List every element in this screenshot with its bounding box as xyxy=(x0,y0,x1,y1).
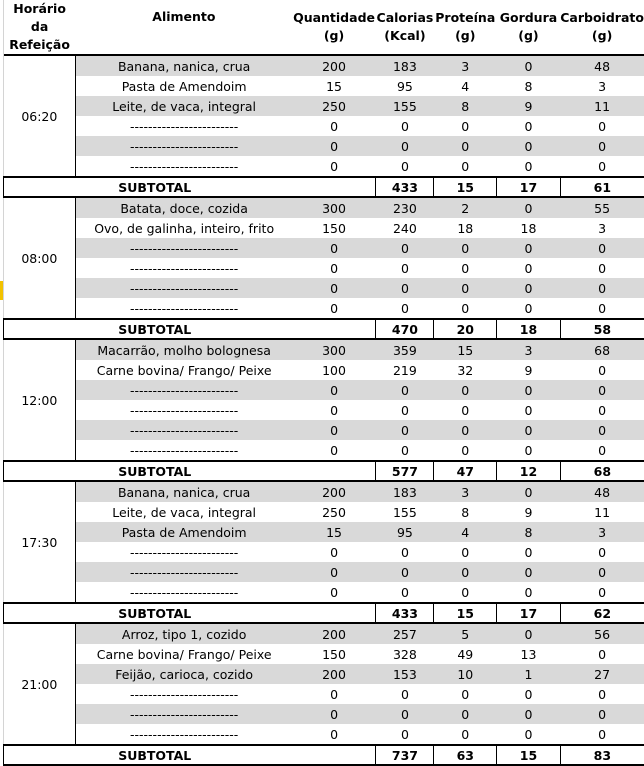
header-quantity: Quantidade (g) xyxy=(292,0,376,55)
carbs-cell[interactable]: 11 xyxy=(560,502,644,522)
carbs-cell[interactable]: 3 xyxy=(560,218,644,238)
calories-cell[interactable]: 0 xyxy=(376,582,434,603)
carbs-cell[interactable]: 0 xyxy=(560,360,644,380)
subtotal-protein[interactable]: 63 xyxy=(434,745,497,765)
table-row xyxy=(4,684,644,704)
calories-cell[interactable]: 0 xyxy=(376,136,434,156)
carbs-cell[interactable]: 0 xyxy=(560,562,644,582)
calories-cell[interactable]: 230 xyxy=(376,197,434,218)
food-cell[interactable]: ------------------------ xyxy=(76,238,292,258)
calories-cell[interactable]: 0 xyxy=(376,684,434,704)
food-cell[interactable]: ------------------------ xyxy=(76,136,292,156)
carbs-cell[interactable]: 48 xyxy=(560,481,644,502)
subtotal-carbs[interactable]: 61 xyxy=(560,177,644,197)
quantity-cell[interactable]: 300 xyxy=(292,197,376,218)
carbs-cell[interactable]: 0 xyxy=(560,278,644,298)
food-cell[interactable]: ------------------------ xyxy=(76,440,292,461)
carbs-cell[interactable]: 68 xyxy=(560,339,644,360)
fat-cell[interactable]: 0 xyxy=(497,197,561,218)
table-row xyxy=(4,380,644,400)
protein-cell[interactable]: 0 xyxy=(434,258,497,278)
protein-cell[interactable]: 0 xyxy=(434,582,497,603)
food-cell[interactable]: ------------------------ xyxy=(76,704,292,724)
carbs-cell[interactable]: 55 xyxy=(560,197,644,218)
food-cell[interactable]: Ovo, de galinha, inteiro, frito xyxy=(76,218,292,238)
carbs-cell[interactable]: 27 xyxy=(560,664,644,684)
quantity-cell[interactable]: 200 xyxy=(292,623,376,644)
food-cell[interactable]: Banana, nanica, crua xyxy=(76,481,292,502)
protein-cell[interactable]: 0 xyxy=(434,724,497,745)
quantity-cell[interactable]: 300 xyxy=(292,339,376,360)
protein-cell[interactable]: 0 xyxy=(434,684,497,704)
food-cell[interactable]: ------------------------ xyxy=(76,562,292,582)
food-cell[interactable]: ------------------------ xyxy=(76,420,292,440)
header-protein: Proteína (g) xyxy=(434,0,497,55)
food-cell[interactable]: ------------------------ xyxy=(76,582,292,603)
food-cell[interactable]: ------------------------ xyxy=(76,116,292,136)
food-cell[interactable]: Arroz, tipo 1, cozido xyxy=(76,623,292,644)
subtotal-label: SUBTOTAL xyxy=(4,319,376,339)
fat-cell[interactable]: 0 xyxy=(497,704,561,724)
food-cell[interactable]: ------------------------ xyxy=(76,298,292,319)
quantity-cell[interactable]: 200 xyxy=(292,55,376,76)
calories-cell[interactable]: 0 xyxy=(376,542,434,562)
quantity-cell[interactable]: 0 xyxy=(292,156,376,177)
subtotal-protein[interactable]: 20 xyxy=(434,319,497,339)
food-cell[interactable]: Banana, nanica, crua xyxy=(76,55,292,76)
table-row xyxy=(4,156,644,177)
quantity-cell[interactable]: 0 xyxy=(292,298,376,319)
carbs-cell[interactable]: 0 xyxy=(560,724,644,745)
protein-cell[interactable]: 0 xyxy=(434,420,497,440)
calories-cell[interactable]: 0 xyxy=(376,278,434,298)
carbs-cell[interactable]: 0 xyxy=(560,400,644,420)
calories-cell[interactable]: 328 xyxy=(376,644,434,664)
carbs-cell[interactable]: 0 xyxy=(560,440,644,461)
carbs-cell[interactable]: 0 xyxy=(560,116,644,136)
subtotal-calories[interactable]: 433 xyxy=(376,177,434,197)
table-row xyxy=(4,562,644,582)
calories-cell[interactable]: 0 xyxy=(376,156,434,177)
protein-cell[interactable]: 4 xyxy=(434,76,497,96)
protein-cell[interactable]: 0 xyxy=(434,278,497,298)
food-cell[interactable]: Leite, de vaca, integral xyxy=(76,502,292,522)
food-cell[interactable]: Macarrão, molho bolognesa xyxy=(76,339,292,360)
fat-cell[interactable]: 0 xyxy=(497,420,561,440)
fat-cell[interactable]: 0 xyxy=(497,724,561,745)
food-cell[interactable]: ------------------------ xyxy=(76,542,292,562)
fat-cell[interactable]: 8 xyxy=(497,76,561,96)
fat-cell[interactable]: 0 xyxy=(497,623,561,644)
protein-cell[interactable]: 4 xyxy=(434,522,497,542)
protein-cell[interactable]: 0 xyxy=(434,136,497,156)
protein-cell[interactable]: 49 xyxy=(434,644,497,664)
quantity-cell[interactable]: 0 xyxy=(292,582,376,603)
carbs-cell[interactable]: 3 xyxy=(560,76,644,96)
carbs-cell[interactable]: 11 xyxy=(560,96,644,116)
calories-cell[interactable]: 0 xyxy=(376,440,434,461)
table-row xyxy=(4,278,644,298)
protein-cell[interactable]: 18 xyxy=(434,218,497,238)
table-row xyxy=(4,644,644,664)
calories-cell[interactable]: 0 xyxy=(376,298,434,319)
table-row xyxy=(4,522,644,542)
food-cell[interactable]: ------------------------ xyxy=(76,258,292,278)
table-row xyxy=(4,582,644,603)
fat-cell[interactable]: 9 xyxy=(497,360,561,380)
calories-cell[interactable]: 0 xyxy=(376,562,434,582)
carbs-cell[interactable]: 48 xyxy=(560,55,644,76)
subtotal-protein[interactable]: 15 xyxy=(434,603,497,623)
subtotal-fat[interactable]: 12 xyxy=(497,461,561,481)
meal-time[interactable]: 12:00 xyxy=(4,339,76,461)
quantity-cell[interactable]: 0 xyxy=(292,258,376,278)
fat-cell[interactable]: 0 xyxy=(497,136,561,156)
fat-cell[interactable]: 0 xyxy=(497,380,561,400)
header-fat: Gordura (g) xyxy=(497,0,561,55)
subtotal-row xyxy=(4,603,644,623)
calories-cell[interactable]: 183 xyxy=(376,55,434,76)
food-cell[interactable]: ------------------------ xyxy=(76,724,292,745)
calories-cell[interactable]: 240 xyxy=(376,218,434,238)
fat-cell[interactable]: 9 xyxy=(497,96,561,116)
calories-cell[interactable]: 0 xyxy=(376,704,434,724)
fat-cell[interactable]: 0 xyxy=(497,298,561,319)
food-cell[interactable]: ------------------------ xyxy=(76,278,292,298)
fat-cell[interactable]: 0 xyxy=(497,156,561,177)
table-row xyxy=(4,542,644,562)
carbs-cell[interactable]: 0 xyxy=(560,684,644,704)
subtotal-carbs[interactable]: 68 xyxy=(560,461,644,481)
carbs-cell[interactable]: 0 xyxy=(560,298,644,319)
quantity-cell[interactable]: 0 xyxy=(292,278,376,298)
quantity-cell[interactable]: 0 xyxy=(292,542,376,562)
carbs-cell[interactable]: 0 xyxy=(560,380,644,400)
calories-cell[interactable]: 219 xyxy=(376,360,434,380)
food-cell[interactable]: Carne bovina/ Frango/ Peixe xyxy=(76,360,292,380)
table-row xyxy=(4,440,644,461)
header-time: Horário da Refeição xyxy=(4,0,76,55)
table-row xyxy=(4,502,644,522)
table-row xyxy=(4,298,644,319)
protein-cell[interactable]: 10 xyxy=(434,664,497,684)
subtotal-fat[interactable]: 15 xyxy=(497,745,561,765)
food-cell[interactable]: ------------------------ xyxy=(76,684,292,704)
fat-cell[interactable]: 3 xyxy=(497,339,561,360)
subtotal-label: SUBTOTAL xyxy=(4,177,376,197)
food-cell[interactable]: ------------------------ xyxy=(76,156,292,177)
protein-cell[interactable]: 2 xyxy=(434,197,497,218)
calories-cell[interactable]: 0 xyxy=(376,420,434,440)
meal-time[interactable]: 06:20 xyxy=(4,55,76,177)
table-row xyxy=(4,116,644,136)
carbs-cell[interactable]: 0 xyxy=(560,704,644,724)
fat-cell[interactable]: 0 xyxy=(497,55,561,76)
table-row xyxy=(4,96,644,116)
protein-cell[interactable]: 0 xyxy=(434,562,497,582)
fat-cell[interactable]: 1 xyxy=(497,664,561,684)
meal-time[interactable]: 21:00 xyxy=(4,623,76,745)
quantity-cell[interactable]: 250 xyxy=(292,96,376,116)
fat-cell[interactable]: 8 xyxy=(497,522,561,542)
quantity-cell[interactable]: 200 xyxy=(292,664,376,684)
subtotal-row xyxy=(4,745,644,765)
protein-cell[interactable]: 3 xyxy=(434,481,497,502)
fat-cell[interactable]: 0 xyxy=(497,116,561,136)
calories-cell[interactable]: 257 xyxy=(376,623,434,644)
food-cell[interactable]: ------------------------ xyxy=(76,400,292,420)
subtotal-calories[interactable]: 577 xyxy=(376,461,434,481)
quantity-cell[interactable]: 0 xyxy=(292,380,376,400)
calories-cell[interactable]: 95 xyxy=(376,522,434,542)
subtotal-fat[interactable]: 18 xyxy=(497,319,561,339)
calories-cell[interactable]: 0 xyxy=(376,400,434,420)
fat-cell[interactable]: 0 xyxy=(497,684,561,704)
subtotal-row xyxy=(4,461,644,481)
table-row xyxy=(4,55,644,76)
protein-cell[interactable]: 8 xyxy=(434,502,497,522)
subtotal-row xyxy=(4,319,644,339)
table-row xyxy=(4,76,644,96)
fat-cell[interactable]: 0 xyxy=(497,542,561,562)
fat-cell[interactable]: 9 xyxy=(497,502,561,522)
quantity-cell[interactable]: 100 xyxy=(292,360,376,380)
carbs-cell[interactable]: 0 xyxy=(560,644,644,664)
carbs-cell[interactable]: 0 xyxy=(560,420,644,440)
protein-cell[interactable]: 0 xyxy=(434,156,497,177)
table-row xyxy=(4,704,644,724)
fat-cell[interactable]: 0 xyxy=(497,258,561,278)
fat-cell[interactable]: 0 xyxy=(497,440,561,461)
quantity-cell[interactable]: 15 xyxy=(292,76,376,96)
fat-cell[interactable]: 0 xyxy=(497,278,561,298)
quantity-cell[interactable]: 0 xyxy=(292,136,376,156)
protein-cell[interactable]: 0 xyxy=(434,542,497,562)
table-row xyxy=(4,724,644,745)
fat-cell[interactable]: 0 xyxy=(497,481,561,502)
carbs-cell[interactable]: 3 xyxy=(560,522,644,542)
table-row xyxy=(4,360,644,380)
quantity-cell[interactable]: 0 xyxy=(292,116,376,136)
protein-cell[interactable]: 0 xyxy=(434,704,497,724)
subtotal-fat[interactable]: 17 xyxy=(497,177,561,197)
meal-time[interactable]: 08:00 xyxy=(4,197,76,319)
quantity-cell[interactable]: 0 xyxy=(292,400,376,420)
table-row xyxy=(4,664,644,684)
table-row xyxy=(4,481,644,502)
protein-cell[interactable]: 3 xyxy=(434,55,497,76)
protein-cell[interactable]: 15 xyxy=(434,339,497,360)
carbs-cell[interactable]: 0 xyxy=(560,136,644,156)
quantity-cell[interactable]: 0 xyxy=(292,684,376,704)
table-row xyxy=(4,420,644,440)
quantity-cell[interactable]: 0 xyxy=(292,440,376,461)
subtotal-label: SUBTOTAL xyxy=(4,603,376,623)
subtotal-fat[interactable]: 17 xyxy=(497,603,561,623)
fat-cell[interactable]: 0 xyxy=(497,582,561,603)
quantity-cell[interactable]: 150 xyxy=(292,218,376,238)
calories-cell[interactable]: 153 xyxy=(376,664,434,684)
table-row xyxy=(4,218,644,238)
quantity-cell[interactable]: 0 xyxy=(292,704,376,724)
table-row xyxy=(4,339,644,360)
fat-cell[interactable]: 0 xyxy=(497,562,561,582)
protein-cell[interactable]: 0 xyxy=(434,400,497,420)
meal-rows xyxy=(4,55,644,765)
protein-cell[interactable]: 32 xyxy=(434,360,497,380)
protein-cell[interactable]: 8 xyxy=(434,96,497,116)
fat-cell[interactable]: 0 xyxy=(497,238,561,258)
table-row xyxy=(4,136,644,156)
subtotal-protein[interactable]: 47 xyxy=(434,461,497,481)
header-calories: Calorias (Kcal) xyxy=(376,0,434,55)
calories-cell[interactable]: 0 xyxy=(376,380,434,400)
carbs-cell[interactable]: 0 xyxy=(560,156,644,177)
calories-cell[interactable]: 155 xyxy=(376,96,434,116)
carbs-cell[interactable]: 0 xyxy=(560,238,644,258)
fat-cell[interactable]: 13 xyxy=(497,644,561,664)
quantity-cell[interactable]: 250 xyxy=(292,502,376,522)
quantity-cell[interactable]: 200 xyxy=(292,481,376,502)
meal-time[interactable]: 17:30 xyxy=(4,481,76,603)
subtotal-calories[interactable]: 433 xyxy=(376,603,434,623)
calories-cell[interactable]: 183 xyxy=(376,481,434,502)
calories-cell[interactable]: 359 xyxy=(376,339,434,360)
fat-cell[interactable]: 0 xyxy=(497,400,561,420)
subtotal-calories[interactable]: 470 xyxy=(376,319,434,339)
subtotal-carbs[interactable]: 58 xyxy=(560,319,644,339)
carbs-cell[interactable]: 0 xyxy=(560,258,644,278)
protein-cell[interactable]: 0 xyxy=(434,440,497,461)
carbs-cell[interactable]: 0 xyxy=(560,542,644,562)
quantity-cell[interactable]: 0 xyxy=(292,420,376,440)
fat-cell[interactable]: 18 xyxy=(497,218,561,238)
subtotal-carbs[interactable]: 62 xyxy=(560,603,644,623)
subtotal-row xyxy=(4,177,644,197)
subtotal-label: SUBTOTAL xyxy=(4,461,376,481)
table-row xyxy=(4,623,644,644)
food-cell[interactable]: Leite, de vaca, integral xyxy=(76,96,292,116)
calories-cell[interactable]: 0 xyxy=(376,238,434,258)
table-row xyxy=(4,400,644,420)
table-row xyxy=(4,258,644,278)
subtotal-calories[interactable]: 737 xyxy=(376,745,434,765)
food-cell[interactable]: ------------------------ xyxy=(76,380,292,400)
header-food: Alimento xyxy=(76,0,292,55)
calories-cell[interactable]: 0 xyxy=(376,116,434,136)
table-row xyxy=(4,197,644,218)
meal-plan-table xyxy=(3,0,644,766)
protein-cell[interactable]: 0 xyxy=(434,116,497,136)
food-cell[interactable]: Pasta de Amendoim xyxy=(76,76,292,96)
protein-cell[interactable]: 0 xyxy=(434,298,497,319)
subtotal-carbs[interactable]: 83 xyxy=(560,745,644,765)
quantity-cell[interactable]: 0 xyxy=(292,724,376,745)
quantity-cell[interactable]: 150 xyxy=(292,644,376,664)
protein-cell[interactable]: 0 xyxy=(434,380,497,400)
food-cell[interactable]: Pasta de Amendoim xyxy=(76,522,292,542)
quantity-cell[interactable]: 0 xyxy=(292,238,376,258)
protein-cell[interactable]: 5 xyxy=(434,623,497,644)
carbs-cell[interactable]: 56 xyxy=(560,623,644,644)
header-carbs: Carboidrato (g) xyxy=(560,0,644,55)
quantity-cell[interactable]: 0 xyxy=(292,562,376,582)
subtotal-protein[interactable]: 15 xyxy=(434,177,497,197)
subtotal-label: SUBTOTAL xyxy=(4,745,376,765)
quantity-cell[interactable]: 15 xyxy=(292,522,376,542)
calories-cell[interactable]: 155 xyxy=(376,502,434,522)
food-cell[interactable]: Batata, doce, cozida xyxy=(76,197,292,218)
table-row xyxy=(4,238,644,258)
calories-cell[interactable]: 0 xyxy=(376,258,434,278)
food-cell[interactable]: Feijão, carioca, cozido xyxy=(76,664,292,684)
carbs-cell[interactable]: 0 xyxy=(560,582,644,603)
food-cell[interactable]: Carne bovina/ Frango/ Peixe xyxy=(76,644,292,664)
header-row xyxy=(4,0,644,55)
calories-cell[interactable]: 0 xyxy=(376,724,434,745)
calories-cell[interactable]: 95 xyxy=(376,76,434,96)
protein-cell[interactable]: 0 xyxy=(434,238,497,258)
